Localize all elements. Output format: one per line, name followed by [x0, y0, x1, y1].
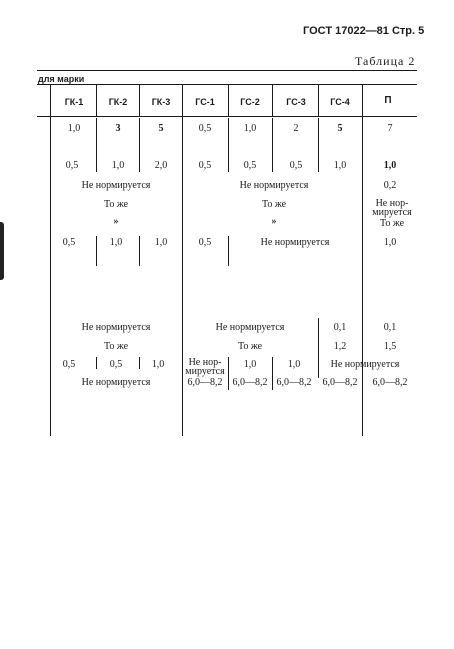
table-cell: 5: [158, 123, 164, 134]
table-cell: 6,0—8,2: [232, 377, 268, 388]
cell-divider: [96, 118, 97, 172]
column-header: ГК-3: [151, 97, 171, 107]
table-cell: 0,5: [289, 160, 303, 171]
column-group-header: для марки: [38, 74, 85, 84]
table-cell-span: Не нормируется: [239, 180, 309, 191]
table-cell-span: Не нормируется: [81, 180, 151, 191]
table-cell: 5: [337, 123, 343, 134]
column-line: [362, 116, 363, 436]
table-cell-span: То же: [237, 341, 263, 352]
table-cell: 0,5: [65, 160, 79, 171]
cell-divider: [228, 357, 229, 390]
table-cell: То же: [379, 218, 405, 229]
table-cell-span: »: [271, 216, 277, 227]
column-header: ГК-2: [108, 97, 128, 107]
column-header: ГС-4: [330, 97, 350, 107]
table-title: Таблица 2: [355, 54, 416, 68]
table-cell: 0,5: [198, 160, 212, 171]
table-cell: 6,0—8,2: [322, 377, 358, 388]
cell-divider: [96, 357, 97, 369]
table-cell: 1,0: [151, 359, 165, 370]
table-cell-span: Не нормируется: [330, 359, 400, 370]
cell-divider: [272, 357, 273, 390]
header-divider: [182, 84, 183, 116]
table-cell: 2: [293, 123, 299, 134]
table-cell-span: »: [113, 216, 119, 227]
table-cell: 2,0: [154, 160, 168, 171]
table-cell: 1,0: [243, 123, 257, 134]
cell-divider: [272, 118, 273, 172]
table-cell: 1,2: [333, 341, 347, 352]
header-group-rule: [37, 84, 417, 85]
column-header: ГС-2: [240, 97, 260, 107]
table-cell: 6,0—8,2: [276, 377, 312, 388]
table-cell: 1,0: [109, 237, 123, 248]
cell-divider: [96, 236, 97, 266]
table-cell: 0,5: [109, 359, 123, 370]
table-cell: 1,5: [383, 341, 397, 352]
table-cell-span: Не нормируется: [215, 322, 285, 333]
column-line: [50, 116, 51, 436]
table-cell: 1,0: [383, 160, 397, 171]
table-cell: 1,0: [333, 160, 347, 171]
table-cell: 1,0: [154, 237, 168, 248]
table-cell: 0,2: [383, 180, 397, 191]
table-top-rule: [37, 70, 417, 71]
column-header: ГС-1: [195, 97, 215, 107]
document-reference: ГОСТ 17022—81 Стр. 5: [303, 25, 425, 37]
table-cell-span: То же: [103, 341, 129, 352]
header-divider: [50, 84, 51, 116]
cell-divider: [139, 118, 140, 172]
table-cell: 1,0: [287, 359, 301, 370]
cell-divider: [228, 118, 229, 172]
table-cell: 6,0—8,2: [187, 377, 223, 388]
table-cell: Не нор-мируется: [185, 357, 225, 377]
table-cell: 1,0: [67, 123, 81, 134]
table-cell: 3: [115, 123, 121, 134]
table-cell: Не нор-мируется: [372, 198, 412, 218]
cell-divider: [318, 318, 319, 378]
header-divider: [362, 84, 363, 116]
table-cell-span: Не нормируется: [260, 237, 330, 248]
cell-divider: [139, 236, 140, 266]
column-header: ГС-3: [286, 97, 306, 107]
cell-divider: [139, 357, 140, 369]
header-divider: [318, 84, 319, 116]
table-cell: 0,5: [243, 160, 257, 171]
header-divider: [272, 84, 273, 116]
table-cell-span: Не нормируется: [81, 377, 151, 388]
table-cell-span: То же: [103, 199, 129, 210]
column-line: [182, 116, 183, 436]
column-header: ГК-1: [64, 97, 84, 107]
table-cell: 1,0: [383, 237, 397, 248]
table-cell-span: Не нормируется: [81, 322, 151, 333]
table-cell: 0,5: [198, 237, 212, 248]
header-divider: [139, 84, 140, 116]
cell-divider: [228, 236, 229, 266]
table-cell: 6,0—8,2: [372, 377, 408, 388]
table-cell: 0,5: [62, 359, 76, 370]
header-divider: [228, 84, 229, 116]
table-cell: 0,5: [62, 237, 76, 248]
header-divider: [96, 84, 97, 116]
table-cell: 1,0: [243, 359, 257, 370]
table-cell: 0,1: [333, 322, 347, 333]
table-cell-span: То же: [261, 199, 287, 210]
table-cell: 7: [387, 123, 393, 134]
scan-edge-mark: [0, 222, 4, 280]
table-cell: 0,5: [198, 123, 212, 134]
cell-divider: [318, 118, 319, 172]
column-header: П: [384, 95, 392, 106]
table-cell: 0,1: [383, 322, 397, 333]
table-cell: 1,0: [111, 160, 125, 171]
header-bottom-rule: [37, 116, 417, 117]
